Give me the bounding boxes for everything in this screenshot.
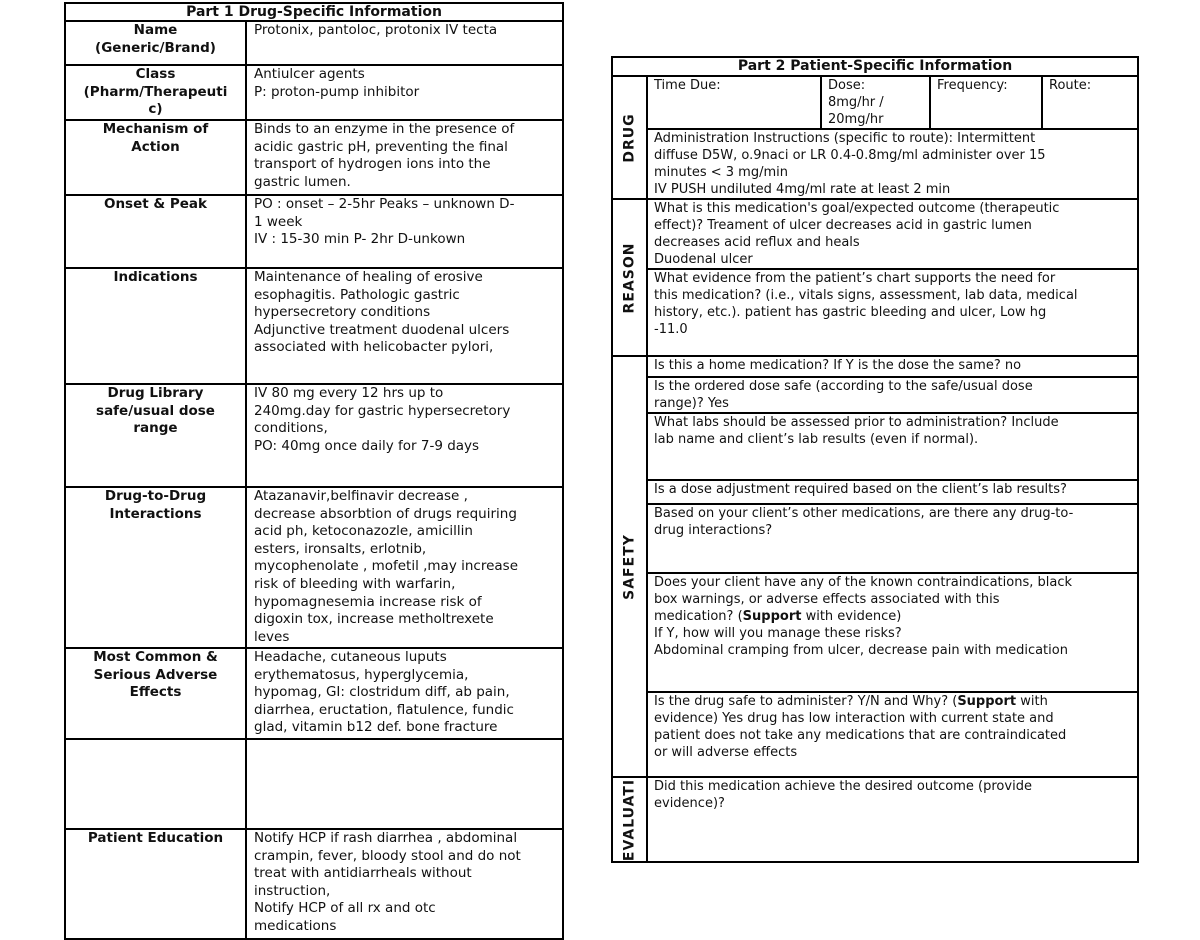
goal-cell: What is this medication's goal/expected outcome (therapeutic effect)? Treament of ulcer decreases acid in gastric lumen decreases acid reflux and heals Duodenal ulcer [647,199,1138,269]
labs-cell: What labs should be assessed prior to administration? Include lab name and client’s lab results (even if normal). [647,413,1138,480]
dose-cell: Dose: 8mg/hr / 20mg/hr [821,76,930,129]
row-indications [65,268,563,384]
safe-admin-cell: Is the drug safe to administer? Y/N and Why? (Support with evidence) Yes drug has low interaction with current state and patient does not take any medications that are contraindicated or will adverse effects [647,692,1138,777]
row-class [65,65,563,120]
safe-admin-row [612,692,1138,777]
row-label: Onset & Peak [65,195,246,268]
evidence-row [612,269,1138,356]
row-adverse-effects [65,648,563,739]
row-patient-education [65,829,563,939]
row-value: Antiulcer agents P: proton-pump inhibitor [246,65,563,120]
row-label: Indications [65,268,246,384]
admin-instructions: Administration Instructions (specific to route): Intermittent diffuse D5W, o.9naci or LR 0.4-0.8mg/ml administer over 15 minutes < 3 mg/min IV PUSH undiluted 4mg/ml rate at least 2 min [647,129,1138,199]
row-label: Class (Pharm/Therapeuti c) [65,65,246,120]
row-interactions [65,487,563,648]
row-onset-peak [65,195,563,268]
row-label: Patient Education [65,829,246,939]
dose-safe-cell: Is the ordered dose safe (according to the safe/usual dose range)? Yes [647,377,1138,413]
row-label: Mechanism of Action [65,120,246,195]
home-med-cell: Is this a home medication? If Y is the dose the same? no [647,356,1138,377]
row-label: Most Common & Serious Adverse Effects [65,648,246,739]
row-value: Headache, cutaneous luputs erythematosus, hyperglycemia, hypomag, GI: clostridum diff, ab pain, diarrhea, eructation, flatulence, fundic glad, vitamin b12 def. bone fracture [246,648,563,739]
row-value: Notify HCP if rash diarrhea , abdominal crampin, fever, bloody stool and do not treat with antidiarrheals without instruction, Notify HCP of all rx and otc medications [246,829,563,939]
row-value: PO : onset – 2-5hr Peaks – unknown D- 1 week IV : 15-30 min P- 2hr D-unkown [246,195,563,268]
part2-table [611,56,1139,863]
section-safety: SAFETY [612,356,647,777]
dose-safe-row [612,377,1138,413]
admin-row [612,129,1138,199]
contraindications-row [612,573,1138,692]
row-value: Binds to an enzyme in the presence of acidic gastric pH, preventing the final transport of hydrogen ions into the gastric lumen. [246,120,563,195]
part1-title: Part 1 Drug-Specific Information [65,3,563,21]
outcome-cell: Did this medication achieve the desired outcome (provide evidence)? [647,777,1138,862]
goal-row [612,199,1138,269]
row-label: Name (Generic/Brand) [65,21,246,65]
labs-row [612,413,1138,480]
interactions-row [612,504,1138,573]
row-label: Drug-to-Drug Interactions [65,487,246,648]
interactions-cell: Based on your client’s other medications, are there any drug-to- drug interactions? [647,504,1138,573]
row-value [246,739,563,829]
row-name [65,21,563,65]
row-label: Drug Library safe/usual dose range [65,384,246,487]
outcome-row [612,777,1138,862]
dose-adjustment-cell: Is a dose adjustment required based on the client’s lab results? [647,480,1138,504]
section-drug: DRUG [612,76,647,199]
part2-title: Part 2 Patient-Specific Information [612,57,1138,76]
row-mechanism [65,120,563,195]
frequency-cell: Frequency: [930,76,1042,129]
row-label [65,739,246,829]
route-cell: Route: [1042,76,1138,129]
row-value: IV 80 mg every 12 hrs up to 240mg.day for gastric hypersecretory conditions, PO: 40mg once daily for 7-9 days [246,384,563,487]
drug-header-row [612,76,1138,129]
section-evaluation: EVALUATI [612,777,647,862]
row-dose-range [65,384,563,487]
section-reason: REASON [612,199,647,356]
row-value: Maintenance of healing of erosive esophagitis. Pathologic gastric hypersecretory conditions Adjunctive treatment duodenal ulcers associated with helicobacter pylori, [246,268,563,384]
row-value: Protonix, pantoloc, protonix IV tecta [246,21,563,65]
home-med-row [612,356,1138,377]
evidence-cell: What evidence from the patient’s chart supports the need for this medication? (i.e., vitals signs, assessment, lab data, medical history, etc.). patient has gastric bleeding and ulcer, Low hg -11.0 [647,269,1138,356]
contraindications-cell: Does your client have any of the known contraindications, black box warnings, or adverse effects associated with this medication? (Support with evidence) If Y, how will you manage these risks? Abdominal cramping from ulcer, decrease pain with medication [647,573,1138,692]
row-empty [65,739,563,829]
row-value: Atazanavir,belfinavir decrease , decrease absorbtion of drugs requiring acid ph, ketoconazozle, amicillin esters, ironsalts, erlotnib, mycophenolate , mofetil ,may increase risk of bleeding with warfarin, hypomagnesemia increase risk of digoxin tox, increase metholtrexete leves [246,487,563,648]
time-due-cell: Time Due: [647,76,821,129]
dose-adjustment-row [612,480,1138,504]
part1-table [64,2,564,940]
